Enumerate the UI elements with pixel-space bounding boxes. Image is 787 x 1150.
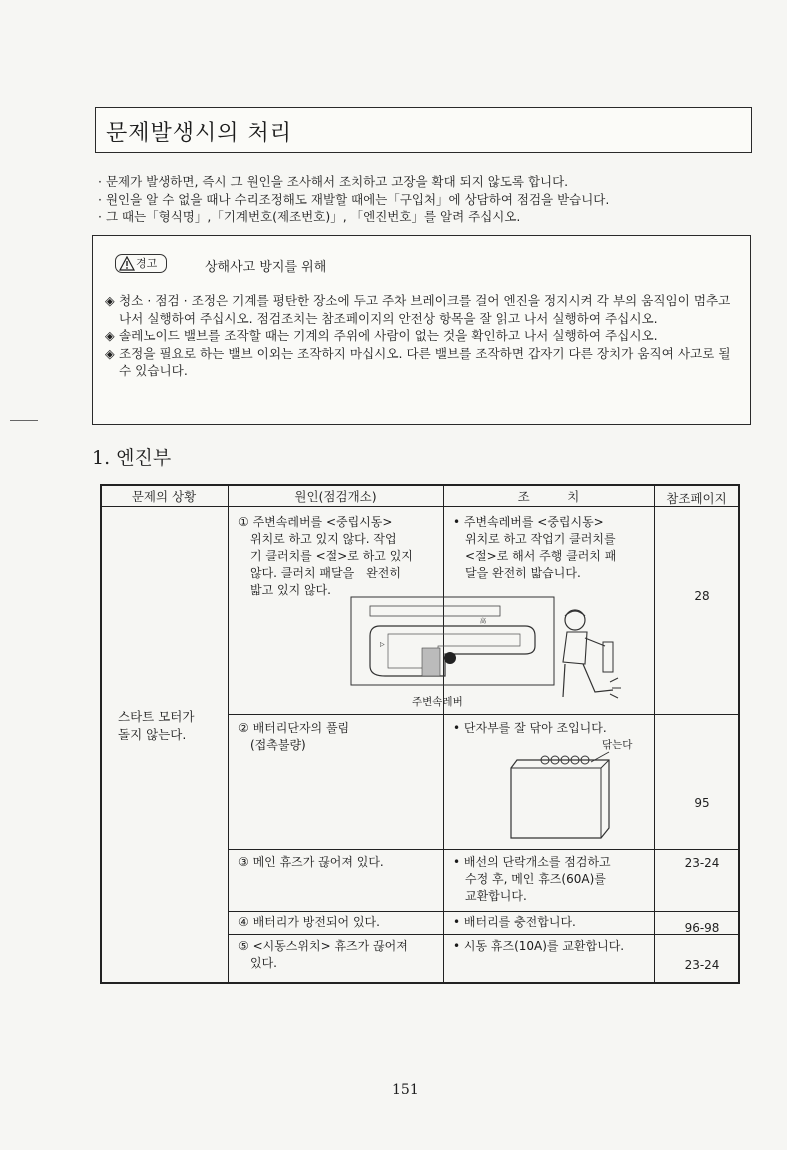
- section-title: 1. 엔진부: [92, 447, 172, 469]
- cause-text: ② 배터리단자의 풀림 (접촉불량): [238, 721, 350, 752]
- action-text: • 배선의 단락개소를 점검하고 수정 후, 메인 휴즈(60A)를 교환합니다.: [453, 855, 611, 903]
- warning-badge-label: 경고: [136, 257, 158, 270]
- page-number: 151: [392, 1082, 419, 1098]
- header-problem: 문제의 상황: [131, 489, 197, 504]
- action-text: • 시동 휴즈(10A)를 교환합니다.: [453, 939, 625, 953]
- row-rule: [228, 714, 739, 715]
- diamond-bullet-icon: ◈: [105, 328, 115, 343]
- intro-line: · 원인을 알 수 없을 때나 수리조정해도 재발할 때에는「구입처」에 상담하여 점검을 받습니다.: [98, 191, 610, 207]
- warning-heading: 상해사고 방지를 위해: [205, 260, 327, 275]
- diamond-bullet-icon: ◈: [105, 345, 115, 361]
- warning-box: [92, 235, 751, 425]
- column-rule: [443, 484, 444, 984]
- warning-triangle-icon: [119, 256, 135, 271]
- table-header-rule: [100, 506, 739, 507]
- warning-item-text: 조정을 필요로 하는 밸브 이외는 조작하지 마십시오. 다른 밸브를 조작하면 갑자기 다른 장치가 움직여 사고로 될 수 있습니다.: [119, 345, 731, 378]
- action-text: • 배터리를 충전합니다.: [453, 915, 576, 929]
- row-rule: [228, 849, 739, 850]
- warning-item: [105, 292, 745, 327]
- warning-item-text: 솔레노이드 밸브를 조작할 때는 기계의 주위에 사람이 없는 것을 확인하고 나서 실행하여 주십시오.: [119, 328, 658, 343]
- header-cause: 원인(점검개소): [294, 489, 377, 504]
- warning-item-text: 청소 · 점검 · 조정은 기계를 평탄한 장소에 두고 주차 브레이크를 걸어 엔진을 정지시켜 각 부의 움직임이 멈추고 나서 실행하여 주십시오. 점검조치는 참조페이지의 안전상 항목을 잘 읽고 나서 실행하여 주십시오.: [119, 293, 731, 326]
- intro-line: · 문제가 발생하면, 즉시 그 원인을 조사해서 조치하고 고장을 확대 되지 않도록 합니다.: [98, 174, 569, 189]
- warning-list: [105, 292, 745, 380]
- ref-page: 23-24: [684, 856, 720, 870]
- ref-page: 95: [694, 796, 710, 810]
- warning-item: [105, 345, 745, 380]
- column-rule: [228, 484, 229, 984]
- warning-item: [105, 327, 745, 345]
- table-border: [738, 484, 740, 984]
- diamond-bullet-icon: ◈: [105, 293, 115, 308]
- margin-mark: [10, 420, 38, 421]
- ref-page: 96-98: [684, 921, 720, 935]
- shift-pattern-figure: [350, 596, 555, 691]
- header-page: 참조페이지: [666, 491, 727, 506]
- intro-notes: [98, 173, 748, 226]
- battery-figure: [505, 746, 625, 844]
- row-rule: [228, 911, 739, 912]
- cause-text: ⑤ <시동스위치> 휴즈가 끊어져 있다.: [238, 939, 408, 970]
- lever-label: 주변속레버: [412, 696, 463, 708]
- table-border: [100, 484, 739, 486]
- ref-page: 28: [694, 589, 710, 603]
- intro-line: · 그 때는「형식명」,「기계번호(제조번호)」, 「엔진번호」를 알려 주십시오.: [98, 209, 521, 224]
- column-rule: [654, 484, 655, 984]
- svg-text:▷: ▷: [380, 641, 385, 648]
- cause-text: ④ 배터리가 방전되어 있다.: [238, 915, 380, 929]
- page-title: 문제발생시의 처리: [106, 121, 293, 146]
- operator-figure: [555, 602, 635, 707]
- ref-page: 23-24: [684, 958, 720, 972]
- warning-badge: [115, 254, 167, 273]
- cause-text: ③ 메인 휴즈가 끊어져 있다.: [238, 855, 384, 869]
- table-border: [100, 982, 739, 984]
- svg-text:高: 高: [480, 618, 487, 625]
- wipe-label: 닦는다: [602, 739, 633, 751]
- cause-text: ① 주변속레버를 <중립시동> 위치로 하고 있지 않다. 작업 기 클러치를 <절>로 하고 있지 않다. 클러치 패달을 완전히 밟고 있지 않다.: [238, 515, 413, 597]
- problem-text: 스타트 모터가 돌지 않는다.: [118, 709, 195, 742]
- troubleshooting-table: [100, 484, 740, 984]
- action-text: • 단자부를 잘 닦아 조입니다.: [453, 721, 607, 735]
- table-border: [100, 484, 102, 984]
- action-text: • 주변속레버를 <중립시동> 위치로 하고 작업기 클러치를 <절>로 해서 주행 클러치 패 달을 완전히 밟습니다.: [453, 515, 617, 580]
- header-action: 조 치: [517, 489, 580, 504]
- title-box: [95, 107, 752, 153]
